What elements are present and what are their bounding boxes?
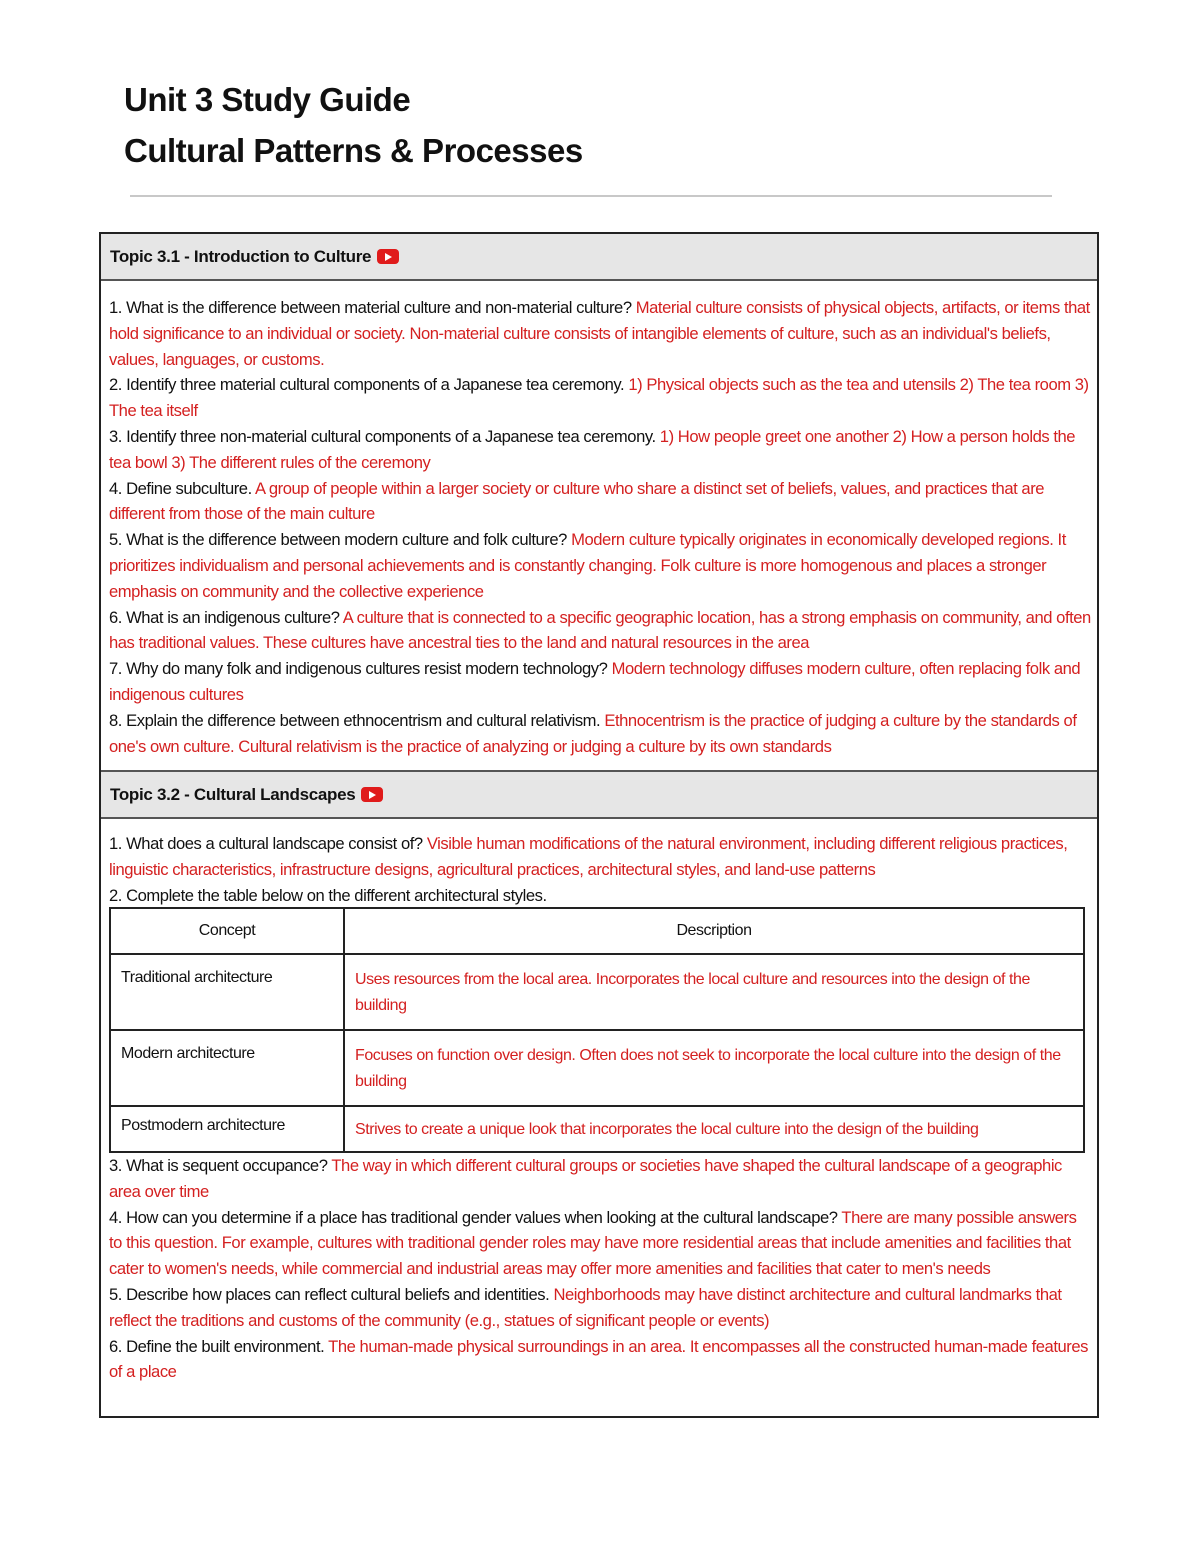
title-line-1: Unit 3 Study Guide — [124, 81, 411, 118]
topic-3-2-questions-before-table — [109, 831, 1091, 908]
question: 1. What does a cultural landscape consist of? — [109, 834, 423, 853]
table-row — [110, 1106, 1084, 1152]
qa-item — [109, 831, 1091, 883]
answer: 1) How people greet one another 2) How a person holds the tea bowl 3) The different rules of the ceremony — [109, 426, 1076, 472]
qa-item — [109, 708, 1091, 760]
title-line-2: Cultural Patterns & Processes — [124, 132, 583, 169]
qa-item — [109, 605, 1091, 657]
qa-item — [109, 1334, 1091, 1386]
concept-cell: Traditional architecture — [110, 954, 344, 1030]
question: 5. Describe how places can reflect cultural beliefs and identities. — [109, 1284, 550, 1304]
answer: Material culture consists of physical objects, artifacts, or items that hold significance to an individual or society. Non-material culture consists of intangible elements of culture, such as an individual's beliefs, values, languages, or customs. — [109, 298, 1090, 369]
description-cell: Uses resources from the local area. Incorporates the local culture and resources into the design of the building — [344, 954, 1084, 1030]
concept-cell: Modern architecture — [110, 1030, 344, 1106]
description-cell: Focuses on function over design. Often does not seek to incorporate the local culture into the design of the building — [344, 1030, 1084, 1106]
architecture-table — [109, 907, 1085, 1153]
qa-item — [109, 424, 1091, 476]
topic-3-2-title: Topic 3.2 - Cultural Landscapes — [110, 785, 356, 804]
answer: Modern culture typically originates in economically developed regions. It prioritizes individualism and personal achievements and is constantly changing. Folk culture is more homogenous and places a stronger emphasis on community and the collective experience — [109, 530, 1066, 601]
topic-3-1-questions — [109, 295, 1091, 759]
question: 4. How can you determine if a place has traditional gender values when looking at the cultural landscape? — [109, 1207, 838, 1227]
topic-3-2-questions-after-table — [109, 1153, 1091, 1385]
qa-item — [109, 372, 1091, 424]
table-header-row — [110, 908, 1084, 954]
column-header-description: Description — [344, 908, 1084, 954]
question: 4. Define subculture. — [109, 478, 252, 498]
question: 8. Explain the difference between ethnocentrism and cultural relativism. — [109, 710, 601, 730]
qa-item — [109, 1282, 1091, 1334]
table-row — [110, 1030, 1084, 1106]
answer: Neighborhoods may have distinct architecture and cultural landmarks that reflect the traditions and customs of the community (e.g., statues of significant people or events) — [109, 1284, 1062, 1330]
title-divider — [130, 195, 1052, 197]
answer: The human-made physical surroundings in an area. It encompasses all the constructed human-made features of a place — [109, 1336, 1088, 1382]
answer: 1) Physical objects such as the tea and utensils 2) The tea room 3) The tea itself — [109, 375, 1089, 421]
qa-item — [109, 1153, 1091, 1205]
question: 6. Define the built environment. — [109, 1336, 325, 1356]
topic-3-1-header — [101, 234, 1097, 281]
question: 2. Complete the table below on the different architectural styles. — [109, 885, 547, 905]
question: 3. What is sequent occupance? — [109, 1156, 328, 1175]
answer: The way in which different cultural groups or societies have shaped the cultural landscape of a geographic area over time — [109, 1156, 1062, 1201]
question: 3. Identify three non-material cultural components of a Japanese tea ceremony. — [109, 426, 656, 446]
question: 2. Identify three material cultural components of a Japanese tea ceremony. — [109, 375, 625, 395]
topic-3-1-title: Topic 3.1 - Introduction to Culture — [110, 247, 372, 266]
concept-cell: Postmodern architecture — [110, 1106, 344, 1152]
question: 7. Why do many folk and indigenous cultures resist modern technology? — [109, 659, 608, 679]
description-cell: Strives to create a unique look that incorporates the local culture into the design of the building — [344, 1106, 1084, 1152]
table-row — [110, 954, 1084, 1030]
qa-item — [109, 883, 1091, 909]
youtube-icon[interactable] — [361, 787, 383, 802]
study-guide-frame — [99, 232, 1099, 1418]
qa-item — [109, 295, 1091, 372]
qa-item — [109, 476, 1091, 528]
answer: A culture that is connected to a specific geographic location, has a strong emphasis on community, and often has traditional values. These cultures have ancestral ties to the land and natural resources in the area — [109, 607, 1091, 653]
youtube-icon[interactable] — [377, 249, 399, 264]
answer: Ethnocentrism is the practice of judging a culture by the standards of one's own culture. Cultural relativism is the practice of analyzing or judging a culture by its own standards — [109, 710, 1077, 756]
answer: A group of people within a larger society or culture who share a distinct set of beliefs, values, and practices that are different from those of the main culture — [109, 478, 1045, 524]
qa-item — [109, 527, 1091, 604]
question: 5. What is the difference between modern culture and folk culture? — [109, 530, 567, 550]
answer: Modern technology diffuses modern culture, often replacing folk and indigenous cultures — [109, 659, 1081, 704]
question: 1. What is the difference between material culture and non-material culture? — [109, 298, 632, 317]
topic-3-2-header — [101, 770, 1097, 819]
qa-item — [109, 1205, 1091, 1282]
page-title — [124, 74, 583, 176]
question: 6. What is an indigenous culture? — [109, 607, 340, 627]
answer: Visible human modifications of the natural environment, including different religious practices, linguistic characteristics, infrastructure designs, agricultural practices, architectural styles, and land-use patterns — [109, 834, 1068, 879]
answer: There are many possible answers to this question. For example, cultures with traditional gender roles may have more residential areas that include amenities and facilities that cater to women's needs, while commercial and industrial areas may offer more amenities and facilities that cater to men's needs — [109, 1207, 1077, 1279]
qa-item — [109, 656, 1091, 708]
column-header-concept: Concept — [110, 908, 344, 954]
